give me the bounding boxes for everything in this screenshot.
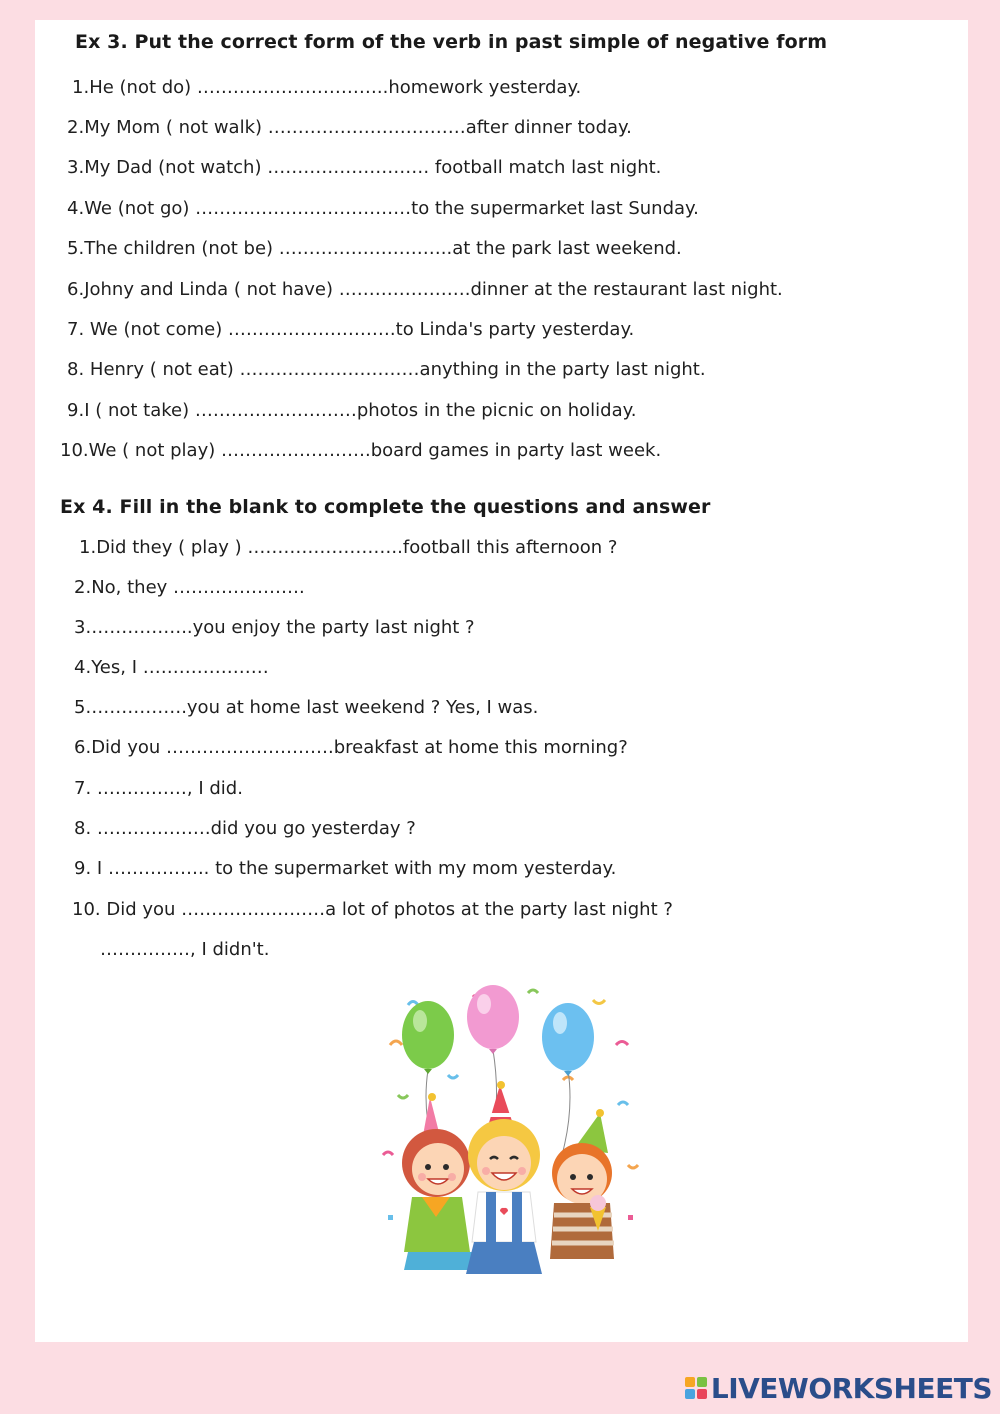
ex4-item-5: 5.…………….you at home last weekend ? Yes, I was. xyxy=(74,697,539,718)
ex3-item-9: 9.I ( not take) ………………………photos in the picnic on holiday. xyxy=(67,400,637,421)
ex3-item-6: 6.Johny and Linda ( not have) ………………….dinner at the restaurant last night. xyxy=(67,279,783,300)
ex3-item-4: 4.We (not go) ………………………………to the supermarket last Sunday. xyxy=(67,198,699,219)
ex3-item-2: 2.My Mom ( not walk) ……………………………after dinner today. xyxy=(67,117,632,138)
girl-middle xyxy=(466,1081,542,1274)
ex4-item-7: 7. ……………, I did. xyxy=(74,778,243,799)
ex3-item-5: 5.The children (not be) ………………………..at the park last weekend. xyxy=(67,238,682,259)
ex3-item-8: 8. Henry ( not eat) …………………………anything in the party last night. xyxy=(67,359,706,380)
boy-right xyxy=(550,1109,614,1259)
ex4-item-1: 1.Did they ( play ) ……………………..football this afternoon ? xyxy=(79,537,618,558)
ex4-item-2: 2.No, they …………………. xyxy=(74,577,305,598)
logo-square-4 xyxy=(697,1389,707,1399)
logo-square-2 xyxy=(697,1377,707,1387)
party-kids-illustration xyxy=(378,985,643,1280)
ex4-item-6: 6.Did you ……………………….breakfast at home this morning? xyxy=(74,737,628,758)
liveworksheets-logo xyxy=(685,1368,992,1408)
ex3-item-10: 10.We ( not play) …………………….board games in party last week. xyxy=(60,440,662,461)
logo-square-3 xyxy=(685,1389,695,1399)
ex3-item-7: 7. We (not come) ……………………….to Linda's party yesterday. xyxy=(67,319,635,340)
ex3-title: Ex 3. Put the correct form of the verb in past simple of negative form xyxy=(75,31,828,53)
balloons xyxy=(402,985,594,1076)
ex4-item-10: 10. Did you ……………………a lot of photos at the party last night ? xyxy=(72,899,673,920)
ex4-title: Ex 4. Fill in the blank to complete the questions and answer xyxy=(60,496,711,518)
girl-left xyxy=(402,1093,478,1270)
liveworksheets-logo-icon xyxy=(685,1377,707,1399)
ex4-item-9: 9. I …………….. to the supermarket with my mom yesterday. xyxy=(74,858,617,879)
ex4-item-8: 8. ……………….did you go yesterday ? xyxy=(74,818,416,839)
liveworksheets-logo-text: LIVEWORKSHEETS xyxy=(710,1371,992,1405)
ex4-item-10-answer: ……………, I didn't. xyxy=(100,939,270,960)
logo-square-1 xyxy=(685,1377,695,1387)
ex3-item-3: 3.My Dad (not watch) ……………………… football match last night. xyxy=(67,157,662,178)
ex4-item-4: 4.Yes, I ………………… xyxy=(74,657,269,678)
ex3-item-1: 1.He (not do) …………………………..homework yesterday. xyxy=(72,77,582,98)
ex4-item-3: 3.……………..you enjoy the party last night ? xyxy=(74,617,475,638)
